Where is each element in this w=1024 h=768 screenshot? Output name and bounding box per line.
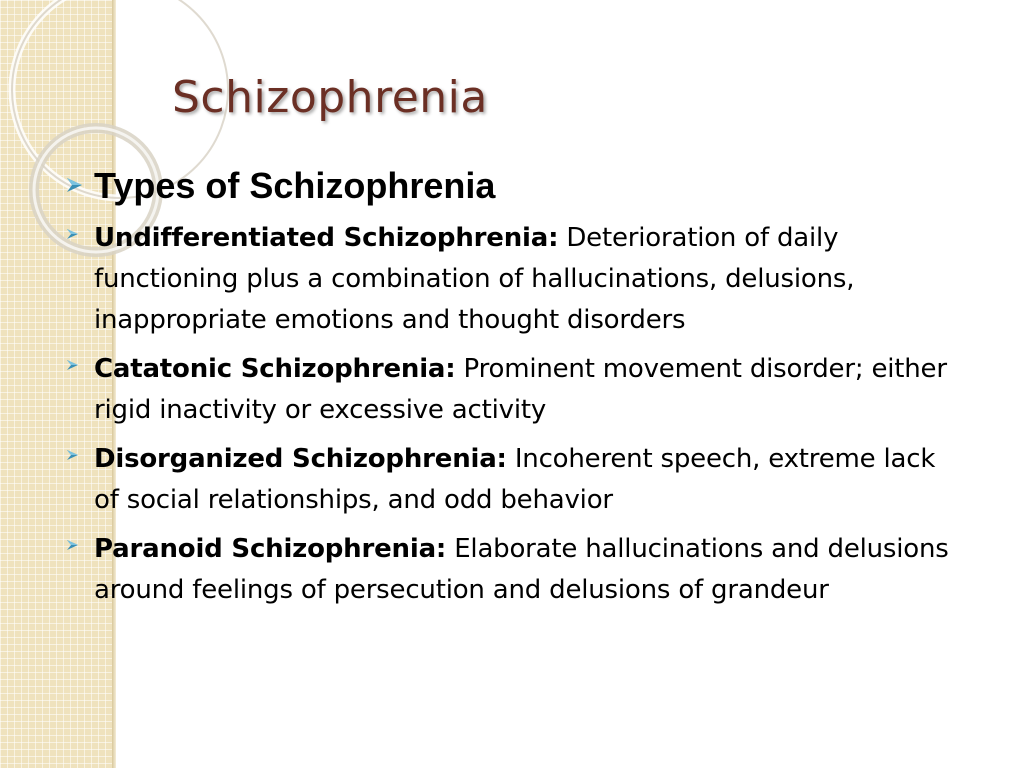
list-item-text: [94, 439, 956, 521]
list-item-text: [94, 349, 956, 431]
arrow-bullet-icon: [66, 529, 94, 557]
slide-content: [66, 162, 956, 619]
list-item-term: Undifferentiated Schizophrenia:: [94, 223, 559, 253]
list-item: [66, 439, 956, 521]
list-item-term: Disorganized Schizophrenia:: [94, 444, 507, 474]
bullet-heading: [66, 162, 956, 210]
list-item-description: Deterioration of daily functioning plus a combination of hallucinations, delusions, inappropriate emotions and thought disorders: [94, 223, 855, 335]
list-item-description: Incoherent speech, extreme lack of social relationships, and odd behavior: [94, 444, 936, 515]
list-item-description: Prominent movement disorder; either rigid inactivity or excessive activity: [94, 354, 947, 425]
arrow-bullet-icon: [66, 439, 94, 467]
list-item: [66, 218, 956, 341]
list-item-description: Elaborate hallucinations and delusions around feelings of persecution and delusions of grandeur: [94, 534, 949, 605]
list-item-term: Paranoid Schizophrenia:: [94, 534, 447, 564]
list-item-text: [94, 529, 956, 611]
list-item-text: [94, 218, 956, 341]
slide-title: Schizophrenia: [172, 72, 488, 123]
list-item: [66, 349, 956, 431]
arrow-bullet-icon: [66, 349, 94, 377]
list-item: [66, 529, 956, 611]
arrow-bullet-icon: [66, 162, 94, 199]
section-heading: Types of Schizophrenia: [94, 165, 496, 206]
arrow-bullet-icon: [66, 218, 94, 246]
list-item-term: Catatonic Schizophrenia:: [94, 354, 456, 384]
